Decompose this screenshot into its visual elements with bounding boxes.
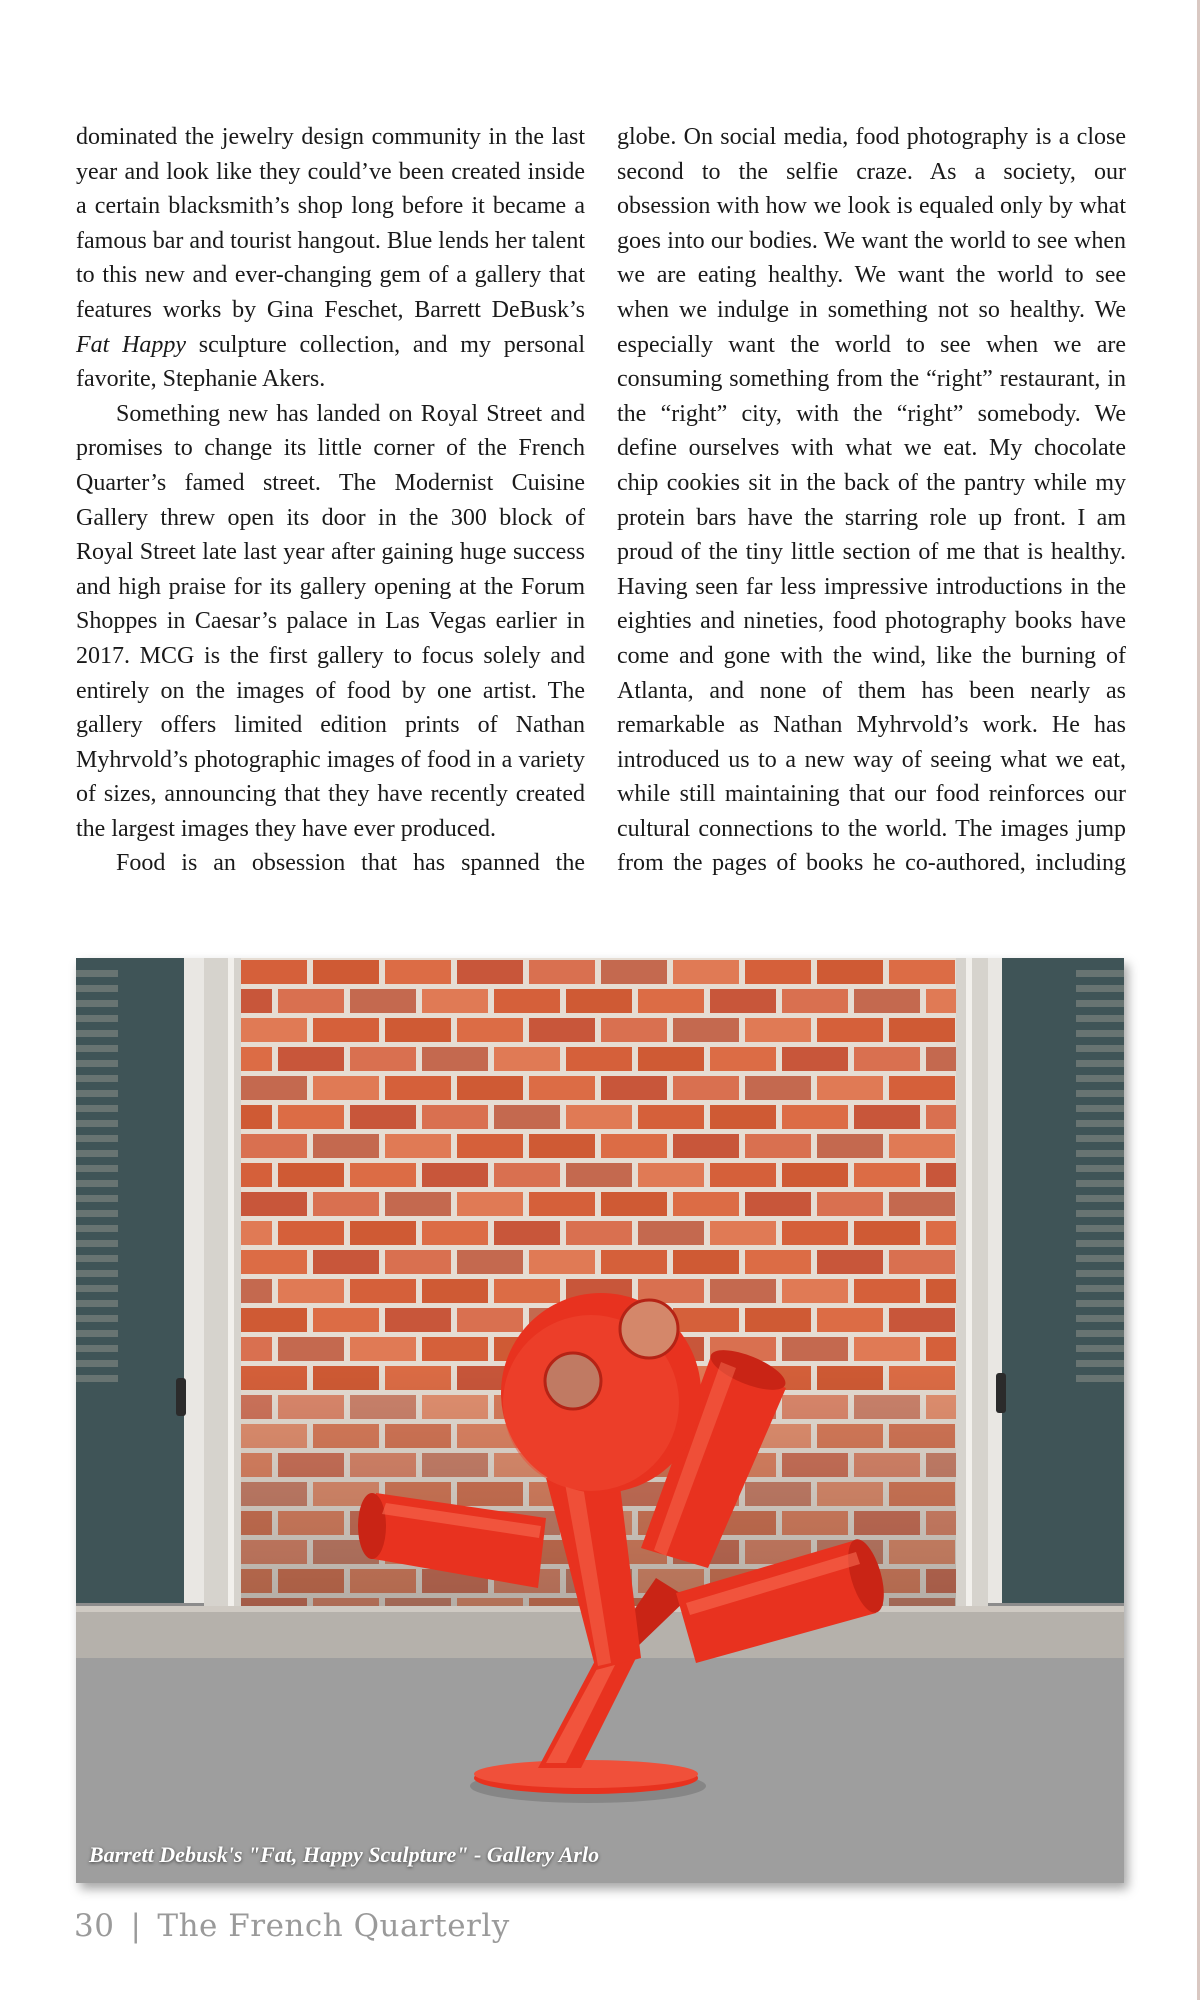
- right-column: [617, 120, 1126, 920]
- page-number: 30: [74, 1908, 115, 1944]
- sculpture-photo-image: [76, 958, 1124, 1883]
- photo-caption: Barrett Debusk's "Fat, Happy Sculpture" - Gallery Arlo: [89, 1842, 600, 1867]
- sculpture-collection-title: Fat Happy: [76, 331, 187, 358]
- article-body: [76, 120, 1126, 920]
- paragraph: Something new has landed on Royal Street and promises to change its little corner of the French Quarter’s famed street. The Modernist Cuisine Gallery threw open its door in the 300 block of Royal Street late last year after gaining huge success and high praise for its gallery opening at the Forum Shoppes in Caesar’s palace in Las Vegas earlier in 2017. MCG is the first gallery to focus solely and entirely on the images of food by one artist. The gallery offers limited edition prints of Nathan Myhrvold’s photographic images of food in a variety of sizes, announcing that they have recently created the largest images they have ever produced.: [76, 400, 585, 842]
- footer-separator: |: [130, 1908, 142, 1944]
- paragraph: [76, 120, 585, 397]
- paragraph-text: sculpture collection, and my personal favorite, Stephanie Akers.: [76, 331, 585, 393]
- left-column: [76, 120, 585, 920]
- publication-name: The French Quarterly: [157, 1908, 510, 1944]
- paragraph: globe. On social media, food photography is a close second to the selfie craze. As a society, our obsession with how we look is equaled only by what goes into our bodies. We want the world to see when we are eating healthy. We want the world to see when we indulge in something not so healthy. We especially want the world to see when we are consuming something from the “right” restaurant, in the “right” city, with the “right” somebody. We define ourselves with what we eat. My chocolate chip cookies sit in the back of the pantry while my protein bars have the starring role up front. I am proud of the tiny little section of me that is healthy. Having seen far less impressive introductions in the eighties and nineties, food photography books have come and gone with the wind, like the burning of Atlanta, and none of them has been nearly as remarkable as Nathan Myhrvold’s work. He has introduced us to a new way of seeing what we eat, while still maintaining that our food reinforces our cultural connections to the world. The images jump from the pages of books he co-authored, including: [617, 124, 1126, 877]
- right-shutter-door: [956, 958, 1124, 1618]
- left-shutter-door: [76, 958, 241, 1618]
- page-footer: [74, 1908, 510, 1944]
- paragraph-text: dominated the jewelry design community in the last year and look like they could’ve been created inside a certain blacksmith’s shop long before it became a famous bar and tourist hangout. Blue lends her talent to this new and ever-changing gem of a gallery that features works by Gina Feschet, Barrett DeBusk’s: [76, 124, 585, 323]
- sculpture-photo: [76, 958, 1124, 1883]
- paragraph: Food is an obsession that has spanned the: [116, 850, 585, 877]
